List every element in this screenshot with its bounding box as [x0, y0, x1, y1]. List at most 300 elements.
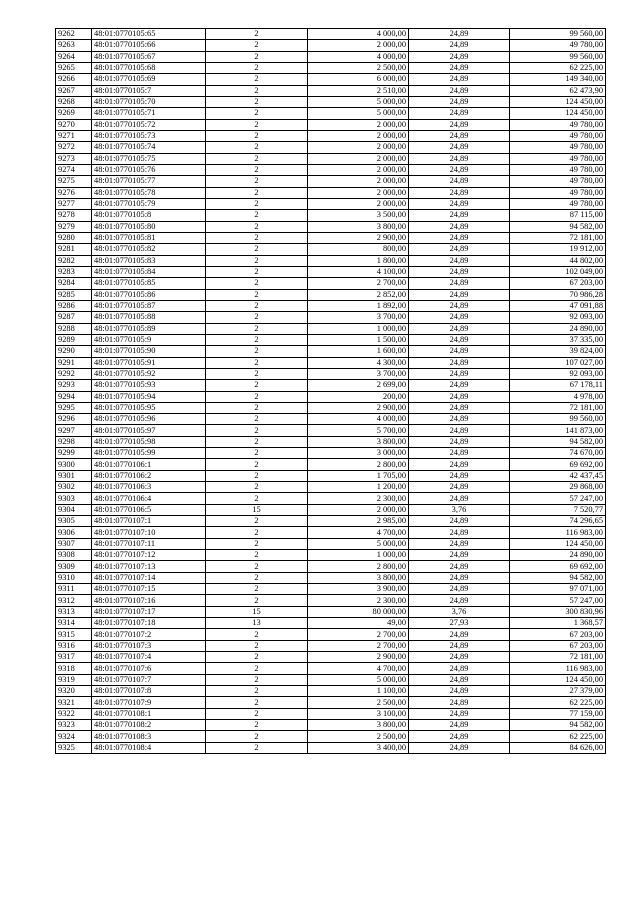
cadastral-number-cell: 48:01:0770106:2 [92, 470, 206, 481]
area-cell: 2 510,00 [308, 85, 409, 96]
area-cell: 2 700,00 [308, 640, 409, 651]
area-cell: 3 500,00 [308, 210, 409, 221]
table-row [56, 323, 606, 334]
table-row [56, 346, 606, 357]
area-cell: 1 200,00 [308, 482, 409, 493]
area-cell: 3 900,00 [308, 584, 409, 595]
cadastral-number-cell: 48:01:0770105:67 [92, 51, 206, 62]
value-cell: 49 780,00 [510, 40, 606, 51]
area-cell: 1 800,00 [308, 255, 409, 266]
table-row [56, 108, 606, 119]
table-row [56, 244, 606, 255]
area-cell: 1 892,00 [308, 300, 409, 311]
code-cell: 2 [206, 198, 308, 209]
table-row [56, 414, 606, 425]
row-number-cell: 9310 [56, 572, 92, 583]
code-cell: 2 [206, 130, 308, 141]
rate-cell: 24,89 [409, 640, 510, 651]
row-number-cell: 9304 [56, 504, 92, 515]
cadastral-number-cell: 48:01:0770107:2 [92, 629, 206, 640]
rate-cell: 24,89 [409, 51, 510, 62]
value-cell: 72 181,00 [510, 402, 606, 413]
rate-cell: 24,89 [409, 74, 510, 85]
row-number-cell: 9269 [56, 108, 92, 119]
cadastral-number-cell: 48:01:0770105:75 [92, 153, 206, 164]
rate-cell: 3,76 [409, 606, 510, 617]
value-cell: 92 093,00 [510, 368, 606, 379]
cadastral-number-cell: 48:01:0770105:91 [92, 357, 206, 368]
table-row [56, 391, 606, 402]
rate-cell: 24,89 [409, 538, 510, 549]
cadastral-number-cell: 48:01:0770105:86 [92, 289, 206, 300]
value-cell: 49 780,00 [510, 142, 606, 153]
row-number-cell: 9267 [56, 85, 92, 96]
row-number-cell: 9319 [56, 674, 92, 685]
value-cell: 124 450,00 [510, 108, 606, 119]
table-row [56, 380, 606, 391]
row-number-cell: 9314 [56, 618, 92, 629]
cadastral-number-cell: 48:01:0770108:1 [92, 708, 206, 719]
table-row [56, 187, 606, 198]
row-number-cell: 9284 [56, 278, 92, 289]
row-number-cell: 9272 [56, 142, 92, 153]
code-cell: 2 [206, 402, 308, 413]
cadastral-value-table [55, 28, 606, 754]
row-number-cell: 9302 [56, 482, 92, 493]
value-cell: 102 049,00 [510, 266, 606, 277]
row-number-cell: 9273 [56, 153, 92, 164]
area-cell: 4 300,00 [308, 357, 409, 368]
value-cell: 24 890,00 [510, 323, 606, 334]
row-number-cell: 9270 [56, 119, 92, 130]
value-cell: 67 178,11 [510, 380, 606, 391]
row-number-cell: 9303 [56, 493, 92, 504]
cadastral-number-cell: 48:01:0770107:1 [92, 516, 206, 527]
value-cell: 62 473,90 [510, 85, 606, 96]
cadastral-number-cell: 48:01:0770105:89 [92, 323, 206, 334]
rate-cell: 24,89 [409, 334, 510, 345]
code-cell: 2 [206, 323, 308, 334]
area-cell: 2 900,00 [308, 652, 409, 663]
area-cell: 2 000,00 [308, 130, 409, 141]
cadastral-number-cell: 48:01:0770107:4 [92, 652, 206, 663]
table-row [56, 731, 606, 742]
row-number-cell: 9294 [56, 391, 92, 402]
cadastral-number-cell: 48:01:0770105:84 [92, 266, 206, 277]
cadastral-number-cell: 48:01:0770107:17 [92, 606, 206, 617]
code-cell: 2 [206, 674, 308, 685]
area-cell: 2 000,00 [308, 198, 409, 209]
cadastral-number-cell: 48:01:0770105:70 [92, 96, 206, 107]
cadastral-number-cell: 48:01:0770105:69 [92, 74, 206, 85]
area-cell: 3 800,00 [308, 572, 409, 583]
table-row [56, 629, 606, 640]
row-number-cell: 9313 [56, 606, 92, 617]
cadastral-number-cell: 48:01:0770107:18 [92, 618, 206, 629]
table-row [56, 164, 606, 175]
row-number-cell: 9276 [56, 187, 92, 198]
value-cell: 300 830,96 [510, 606, 606, 617]
row-number-cell: 9281 [56, 244, 92, 255]
rate-cell: 24,89 [409, 527, 510, 538]
value-cell: 42 437,45 [510, 470, 606, 481]
value-cell: 124 450,00 [510, 674, 606, 685]
value-cell: 1 368,57 [510, 618, 606, 629]
row-number-cell: 9305 [56, 516, 92, 527]
row-number-cell: 9275 [56, 176, 92, 187]
code-cell: 2 [206, 640, 308, 651]
cadastral-number-cell: 48:01:0770107:3 [92, 640, 206, 651]
code-cell: 2 [206, 538, 308, 549]
rate-cell: 24,89 [409, 142, 510, 153]
rate-cell: 24,89 [409, 198, 510, 209]
area-cell: 2 000,00 [308, 504, 409, 515]
row-number-cell: 9312 [56, 595, 92, 606]
rate-cell: 24,89 [409, 312, 510, 323]
rate-cell: 24,89 [409, 470, 510, 481]
code-cell: 2 [206, 232, 308, 243]
table-row [56, 153, 606, 164]
table-row [56, 40, 606, 51]
table-row [56, 266, 606, 277]
value-cell: 97 071,00 [510, 584, 606, 595]
cadastral-number-cell: 48:01:0770105:85 [92, 278, 206, 289]
value-cell: 94 582,00 [510, 221, 606, 232]
code-cell: 2 [206, 425, 308, 436]
table-row [56, 584, 606, 595]
value-cell: 49 780,00 [510, 153, 606, 164]
value-cell: 27 379,00 [510, 686, 606, 697]
area-cell: 3 000,00 [308, 448, 409, 459]
row-number-cell: 9292 [56, 368, 92, 379]
table-row [56, 606, 606, 617]
table-row [56, 640, 606, 651]
rate-cell: 24,89 [409, 425, 510, 436]
cadastral-number-cell: 48:01:0770105:76 [92, 164, 206, 175]
code-cell: 2 [206, 346, 308, 357]
rate-cell: 24,89 [409, 663, 510, 674]
rate-cell: 24,89 [409, 595, 510, 606]
value-cell: 69 692,00 [510, 459, 606, 470]
table-row [56, 595, 606, 606]
rate-cell: 3,76 [409, 504, 510, 515]
code-cell: 2 [206, 210, 308, 221]
rate-cell: 24,89 [409, 232, 510, 243]
document-page [55, 28, 605, 754]
cadastral-number-cell: 48:01:0770105:93 [92, 380, 206, 391]
row-number-cell: 9295 [56, 402, 92, 413]
cadastral-number-cell: 48:01:0770105:78 [92, 187, 206, 198]
row-number-cell: 9279 [56, 221, 92, 232]
row-number-cell: 9297 [56, 425, 92, 436]
cadastral-number-cell: 48:01:0770105:90 [92, 346, 206, 357]
area-cell: 2 000,00 [308, 40, 409, 51]
cadastral-number-cell: 48:01:0770108:3 [92, 731, 206, 742]
cadastral-number-cell: 48:01:0770106:1 [92, 459, 206, 470]
rate-cell: 24,89 [409, 323, 510, 334]
area-cell: 200,00 [308, 391, 409, 402]
code-cell: 2 [206, 448, 308, 459]
code-cell: 2 [206, 29, 308, 40]
area-cell: 2 000,00 [308, 176, 409, 187]
cadastral-number-cell: 48:01:0770105:98 [92, 436, 206, 447]
code-cell: 2 [206, 221, 308, 232]
value-cell: 72 181,00 [510, 652, 606, 663]
table-row [56, 368, 606, 379]
area-cell: 4 000,00 [308, 51, 409, 62]
code-cell: 2 [206, 561, 308, 572]
row-number-cell: 9268 [56, 96, 92, 107]
value-cell: 69 692,00 [510, 561, 606, 572]
table-row [56, 674, 606, 685]
rate-cell: 24,89 [409, 708, 510, 719]
cadastral-number-cell: 48:01:0770106:4 [92, 493, 206, 504]
table-row [56, 255, 606, 266]
rate-cell: 24,89 [409, 731, 510, 742]
table-row [56, 482, 606, 493]
rate-cell: 24,89 [409, 402, 510, 413]
cadastral-number-cell: 48:01:0770105:72 [92, 119, 206, 130]
table-row [56, 142, 606, 153]
row-number-cell: 9280 [56, 232, 92, 243]
code-cell: 2 [206, 334, 308, 345]
rate-cell: 27,93 [409, 618, 510, 629]
rate-cell: 24,89 [409, 119, 510, 130]
table-row [56, 300, 606, 311]
row-number-cell: 9265 [56, 62, 92, 73]
rate-cell: 24,89 [409, 300, 510, 311]
code-cell: 2 [206, 187, 308, 198]
area-cell: 49,00 [308, 618, 409, 629]
rate-cell: 24,89 [409, 436, 510, 447]
cadastral-number-cell: 48:01:0770105:9 [92, 334, 206, 345]
table-row [56, 448, 606, 459]
table-row [56, 425, 606, 436]
table-row [56, 119, 606, 130]
value-cell: 116 983,00 [510, 663, 606, 674]
value-cell: 49 780,00 [510, 119, 606, 130]
cadastral-number-cell: 48:01:0770105:95 [92, 402, 206, 413]
rate-cell: 24,89 [409, 29, 510, 40]
code-cell: 2 [206, 731, 308, 742]
value-cell: 87 115,00 [510, 210, 606, 221]
rate-cell: 24,89 [409, 255, 510, 266]
area-cell: 4 700,00 [308, 527, 409, 538]
table-row [56, 504, 606, 515]
area-cell: 2 000,00 [308, 142, 409, 153]
table-row [56, 51, 606, 62]
code-cell: 2 [206, 255, 308, 266]
cadastral-number-cell: 48:01:0770105:73 [92, 130, 206, 141]
row-number-cell: 9306 [56, 527, 92, 538]
code-cell: 2 [206, 550, 308, 561]
cadastral-number-cell: 48:01:0770105:96 [92, 414, 206, 425]
cadastral-number-cell: 48:01:0770105:68 [92, 62, 206, 73]
table-row [56, 312, 606, 323]
table-row [56, 652, 606, 663]
rate-cell: 24,89 [409, 459, 510, 470]
code-cell: 2 [206, 176, 308, 187]
row-number-cell: 9283 [56, 266, 92, 277]
area-cell: 4 000,00 [308, 29, 409, 40]
value-cell: 77 159,00 [510, 708, 606, 719]
value-cell: 62 225,00 [510, 697, 606, 708]
rate-cell: 24,89 [409, 674, 510, 685]
row-number-cell: 9266 [56, 74, 92, 85]
row-number-cell: 9308 [56, 550, 92, 561]
table-row [56, 561, 606, 572]
rate-cell: 24,89 [409, 482, 510, 493]
code-cell: 2 [206, 720, 308, 731]
rate-cell: 24,89 [409, 572, 510, 583]
rate-cell: 24,89 [409, 742, 510, 753]
table-row [56, 663, 606, 674]
row-number-cell: 9301 [56, 470, 92, 481]
table-row [56, 572, 606, 583]
value-cell: 74 296,65 [510, 516, 606, 527]
value-cell: 62 225,00 [510, 731, 606, 742]
value-cell: 62 225,00 [510, 62, 606, 73]
cadastral-number-cell: 48:01:0770105:8 [92, 210, 206, 221]
cadastral-number-cell: 48:01:0770107:13 [92, 561, 206, 572]
area-cell: 5 000,00 [308, 108, 409, 119]
area-cell: 5 000,00 [308, 674, 409, 685]
value-cell: 49 780,00 [510, 130, 606, 141]
area-cell: 2 900,00 [308, 402, 409, 413]
rate-cell: 24,89 [409, 96, 510, 107]
table-row [56, 742, 606, 753]
row-number-cell: 9285 [56, 289, 92, 300]
rate-cell: 24,89 [409, 391, 510, 402]
row-number-cell: 9287 [56, 312, 92, 323]
code-cell: 2 [206, 62, 308, 73]
value-cell: 7 520,77 [510, 504, 606, 515]
code-cell: 2 [206, 142, 308, 153]
table-row [56, 493, 606, 504]
rate-cell: 24,89 [409, 448, 510, 459]
area-cell: 3 800,00 [308, 221, 409, 232]
rate-cell: 24,89 [409, 221, 510, 232]
value-cell: 99 560,00 [510, 29, 606, 40]
rate-cell: 24,89 [409, 629, 510, 640]
area-cell: 2 000,00 [308, 153, 409, 164]
area-cell: 2 700,00 [308, 629, 409, 640]
code-cell: 2 [206, 527, 308, 538]
code-cell: 2 [206, 686, 308, 697]
table-row [56, 720, 606, 731]
area-cell: 3 100,00 [308, 708, 409, 719]
row-number-cell: 9318 [56, 663, 92, 674]
row-number-cell: 9296 [56, 414, 92, 425]
table-row [56, 221, 606, 232]
table-row [56, 289, 606, 300]
value-cell: 49 780,00 [510, 176, 606, 187]
row-number-cell: 9263 [56, 40, 92, 51]
area-cell: 6 000,00 [308, 74, 409, 85]
value-cell: 67 203,00 [510, 278, 606, 289]
table-row [56, 459, 606, 470]
cadastral-number-cell: 48:01:0770107:8 [92, 686, 206, 697]
table-row [56, 198, 606, 209]
area-cell: 2 300,00 [308, 595, 409, 606]
value-cell: 94 582,00 [510, 436, 606, 447]
area-cell: 2 900,00 [308, 232, 409, 243]
area-cell: 1 100,00 [308, 686, 409, 697]
value-cell: 124 450,00 [510, 538, 606, 549]
value-cell: 116 983,00 [510, 527, 606, 538]
row-number-cell: 9320 [56, 686, 92, 697]
rate-cell: 24,89 [409, 697, 510, 708]
cadastral-number-cell: 48:01:0770107:15 [92, 584, 206, 595]
cadastral-number-cell: 48:01:0770107:14 [92, 572, 206, 583]
rate-cell: 24,89 [409, 176, 510, 187]
code-cell: 2 [206, 266, 308, 277]
code-cell: 2 [206, 459, 308, 470]
row-number-cell: 9322 [56, 708, 92, 719]
value-cell: 149 340,00 [510, 74, 606, 85]
table-row [56, 686, 606, 697]
row-number-cell: 9286 [56, 300, 92, 311]
code-cell: 2 [206, 153, 308, 164]
table-row [56, 85, 606, 96]
value-cell: 47 091,88 [510, 300, 606, 311]
table-row [56, 96, 606, 107]
rate-cell: 24,89 [409, 346, 510, 357]
area-cell: 3 700,00 [308, 312, 409, 323]
area-cell: 3 800,00 [308, 436, 409, 447]
code-cell: 15 [206, 504, 308, 515]
code-cell: 2 [206, 85, 308, 96]
code-cell: 2 [206, 595, 308, 606]
area-cell: 2 500,00 [308, 697, 409, 708]
row-number-cell: 9324 [56, 731, 92, 742]
table-row [56, 357, 606, 368]
table-row [56, 550, 606, 561]
row-number-cell: 9277 [56, 198, 92, 209]
area-cell: 3 800,00 [308, 720, 409, 731]
value-cell: 124 450,00 [510, 96, 606, 107]
rate-cell: 24,89 [409, 244, 510, 255]
code-cell: 2 [206, 357, 308, 368]
rate-cell: 24,89 [409, 686, 510, 697]
area-cell: 2 852,00 [308, 289, 409, 300]
area-cell: 1 000,00 [308, 550, 409, 561]
cadastral-number-cell: 48:01:0770105:66 [92, 40, 206, 51]
value-cell: 99 560,00 [510, 51, 606, 62]
cadastral-number-cell: 48:01:0770105:99 [92, 448, 206, 459]
table-row [56, 29, 606, 40]
table-row [56, 402, 606, 413]
area-cell: 2 800,00 [308, 459, 409, 470]
area-cell: 1 705,00 [308, 470, 409, 481]
cadastral-number-cell: 48:01:0770107:6 [92, 663, 206, 674]
area-cell: 3 700,00 [308, 368, 409, 379]
cadastral-number-cell: 48:01:0770105:94 [92, 391, 206, 402]
area-cell: 5 000,00 [308, 538, 409, 549]
value-cell: 4 978,00 [510, 391, 606, 402]
cadastral-number-cell: 48:01:0770105:71 [92, 108, 206, 119]
cadastral-number-cell: 48:01:0770107:16 [92, 595, 206, 606]
cadastral-number-cell: 48:01:0770105:92 [92, 368, 206, 379]
table-row [56, 62, 606, 73]
table-row [56, 470, 606, 481]
code-cell: 15 [206, 606, 308, 617]
cadastral-number-cell: 48:01:0770105:82 [92, 244, 206, 255]
code-cell: 2 [206, 493, 308, 504]
table-row [56, 538, 606, 549]
area-cell: 2 000,00 [308, 187, 409, 198]
code-cell: 2 [206, 278, 308, 289]
